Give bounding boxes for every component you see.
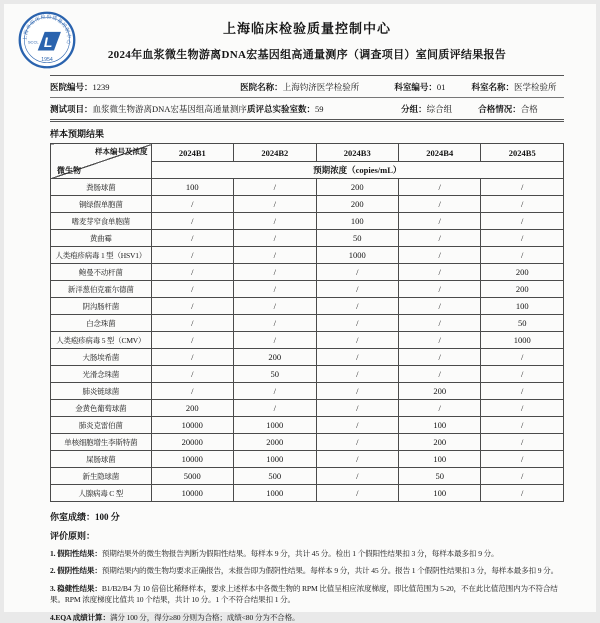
sccl-logo — [18, 11, 76, 69]
info-row — [50, 76, 564, 97]
concentration-cell: / — [151, 230, 233, 247]
organism-name-cell: 大肠埃希菌 — [51, 349, 152, 366]
info-label: 科室编号： — [394, 81, 437, 92]
info-label: 质评总实验室数： — [246, 103, 315, 114]
concentration-cell: 10000 — [151, 417, 233, 434]
report-subtitle: 2024年血浆微生物游离DNA宏基因组高通量测序（调查项目）室间质评结果报告 — [107, 49, 507, 61]
concentration-cell: 200 — [399, 434, 481, 451]
info-section — [50, 75, 564, 122]
concentration-cell: / — [151, 196, 233, 213]
info-value: 血浆微生物游离DNA宏基因组高通量测序 — [92, 103, 247, 114]
concentration-cell: / — [316, 264, 398, 281]
concentration-cell: / — [481, 213, 564, 230]
concentration-cell: / — [151, 264, 233, 281]
table-header — [51, 144, 564, 179]
concentration-cell: / — [151, 298, 233, 315]
concentration-cell: 50 — [316, 230, 398, 247]
info-value: 医学检验所 — [513, 81, 557, 92]
concentration-cell: / — [316, 349, 398, 366]
table-row — [51, 230, 564, 247]
info-value: 上海钧济医学检验所 — [282, 81, 360, 92]
concentration-cell: 50 — [399, 468, 481, 485]
organism-name-cell: 单核细胞增生李斯特菌 — [51, 434, 152, 451]
concentration-cell: / — [234, 400, 316, 417]
info-value: 59 — [314, 103, 324, 114]
concentration-cell: / — [234, 332, 316, 349]
info-value: 1239 — [92, 81, 110, 92]
concentration-cell: 200 — [316, 196, 398, 213]
table-row — [51, 315, 564, 332]
concentration-cell: / — [399, 196, 481, 213]
concentration-cell: / — [316, 485, 398, 502]
concentration-cell: 1000 — [234, 485, 316, 502]
concentration-cell: 20000 — [151, 434, 233, 451]
table-row — [51, 451, 564, 468]
organism-name-cell: 嗜麦芽窄食单胞菌 — [51, 213, 152, 230]
logo-year-text: 1954 — [41, 56, 53, 63]
concentration-cell: / — [399, 247, 481, 264]
concentration-cell: / — [151, 366, 233, 383]
table-row — [51, 468, 564, 485]
concentration-cell: / — [316, 434, 398, 451]
corner-label-sample: 样本编号及浓度 — [95, 147, 148, 156]
principle-text: 满分 100 分，得分≥80 分则为合格；成绩<80 分为不合格。 — [109, 612, 300, 622]
concentration-cell: 2000 — [234, 434, 316, 451]
concentration-cell: / — [481, 366, 564, 383]
table-row — [51, 417, 564, 434]
concentration-cell: 1000 — [316, 247, 398, 264]
concentration-cell: / — [481, 417, 564, 434]
info-label: 医院编号： — [50, 81, 93, 92]
principles-heading: 评价原则： — [50, 531, 96, 541]
principle-lead: 3. 稳健性结果： — [50, 583, 102, 593]
concentration-cell: 100 — [316, 213, 398, 230]
score-value: 100 分 — [95, 512, 120, 522]
concentration-cell: 100 — [399, 485, 481, 502]
concentration-cell: / — [316, 417, 398, 434]
concentration-cell: / — [316, 383, 398, 400]
column-header-sample: 2024B2 — [234, 144, 316, 162]
table-row — [51, 366, 564, 383]
concentration-cell: / — [481, 400, 564, 417]
principle-item — [50, 565, 564, 576]
concentration-cell: / — [151, 383, 233, 400]
concentration-cell: / — [234, 315, 316, 332]
principle-item — [50, 612, 564, 623]
concentration-cell: / — [316, 366, 398, 383]
info-field — [247, 103, 401, 115]
logo-abbr-text: SCCL — [27, 39, 39, 45]
concentration-cell: / — [399, 400, 481, 417]
lab-score-line — [50, 510, 564, 523]
organism-name-cell: 肺炎克雷伯菌 — [51, 417, 152, 434]
table-row — [51, 196, 564, 213]
principle-text: 预期结果外的微生物报告判断为假阳性结果。每样本 9 分，共计 45 分。检出 1 个假阳性结果扣 3 分，每样本最多扣 9 分。 — [101, 549, 499, 558]
info-field — [240, 81, 394, 93]
organism-name-cell: 铜绿假单胞菌 — [51, 196, 152, 213]
concentration-cell: / — [151, 281, 233, 298]
principle-lead: 4.EQA 成绩计算： — [50, 612, 110, 622]
concentration-cell: / — [234, 247, 316, 264]
report-page — [4, 4, 596, 622]
concentration-cell: 200 — [399, 383, 481, 400]
info-field — [478, 103, 571, 115]
info-field — [471, 81, 564, 93]
concentration-cell: / — [399, 179, 481, 196]
logo-letter-mark: L — [43, 33, 53, 50]
concentration-cell: 5000 — [151, 468, 233, 485]
concentration-cell: / — [234, 298, 316, 315]
concentration-cell: / — [151, 332, 233, 349]
concentration-cell: 1000 — [234, 417, 316, 434]
concentration-cell: / — [481, 485, 564, 502]
subheader-expected-concentration: 预期浓度（copies/mL） — [151, 162, 563, 179]
organism-name-cell: 新洋葱伯克霍尔德菌 — [51, 281, 152, 298]
table-row — [51, 434, 564, 451]
concentration-cell: 10000 — [151, 451, 233, 468]
report-title: 上海临床检验质量控制中心 — [222, 21, 391, 36]
column-header-sample: 2024B1 — [151, 144, 233, 162]
concentration-cell: 200 — [234, 349, 316, 366]
organism-name-cell: 人类疱疹病毒 1 型（HSV1） — [51, 247, 152, 264]
organism-name-cell: 光滑念珠菌 — [51, 366, 152, 383]
info-row — [50, 97, 564, 119]
concentration-cell: / — [399, 281, 481, 298]
table-row — [51, 298, 564, 315]
table-row — [51, 247, 564, 264]
concentration-cell: 100 — [399, 451, 481, 468]
concentration-cell: 200 — [316, 179, 398, 196]
concentration-cell: / — [399, 366, 481, 383]
principle-item — [50, 583, 564, 606]
table-row — [51, 349, 564, 366]
principle-text: 预期结果内的微生物均要求正确报告，未报告即为假阴性结果。每样本 9 分，共计 45 分。报告 1 个假阴性结果扣 3 分，每样本最多扣 9 分。 — [101, 566, 559, 576]
info-value: 合格 — [520, 103, 538, 114]
concentration-cell: 50 — [234, 366, 316, 383]
concentration-cell: / — [481, 468, 564, 485]
concentration-cell: 1000 — [481, 332, 564, 349]
concentration-cell: / — [399, 298, 481, 315]
principles-list — [50, 548, 564, 623]
concentration-cell: / — [316, 298, 398, 315]
concentration-cell: / — [234, 383, 316, 400]
organism-name-cell: 鲍曼不动杆菌 — [51, 264, 152, 281]
concentration-cell: 50 — [481, 315, 564, 332]
principle-lead: 2. 假阴性结果： — [50, 566, 102, 576]
concentration-cell: 200 — [481, 281, 564, 298]
organism-name-cell: 白念珠菌 — [51, 315, 152, 332]
column-header-sample: 2024B3 — [316, 144, 398, 162]
column-header-sample: 2024B4 — [399, 144, 481, 162]
concentration-cell: / — [151, 247, 233, 264]
info-field — [394, 81, 471, 93]
principle-item — [50, 548, 564, 559]
organism-name-cell: 人类疱疹病毒 5 型（CMV） — [51, 332, 152, 349]
info-label: 分组： — [401, 103, 427, 114]
table-corner-cell — [51, 144, 152, 179]
organism-name-cell: 黄曲霉 — [51, 230, 152, 247]
concentration-cell: / — [316, 468, 398, 485]
table-row — [51, 332, 564, 349]
concentration-cell: / — [234, 230, 316, 247]
organism-name-cell: 新生隐球菌 — [51, 468, 152, 485]
concentration-cell: / — [399, 213, 481, 230]
concentration-cell: / — [481, 179, 564, 196]
concentration-cell: 100 — [151, 179, 233, 196]
concentration-cell: 200 — [151, 400, 233, 417]
concentration-cell: / — [481, 196, 564, 213]
info-field — [401, 103, 478, 115]
table-row — [51, 485, 564, 502]
concentration-cell: / — [151, 349, 233, 366]
info-value: 01 — [436, 81, 446, 92]
info-label: 测试项目： — [50, 103, 93, 114]
concentration-cell: 100 — [399, 417, 481, 434]
concentration-cell: / — [481, 451, 564, 468]
info-label: 科室名称： — [471, 81, 514, 92]
concentration-cell: 10000 — [151, 485, 233, 502]
table-body — [51, 179, 564, 502]
concentration-cell: / — [316, 332, 398, 349]
concentration-cell: / — [399, 230, 481, 247]
expected-results-table — [50, 143, 564, 502]
organism-name-cell: 阴沟肠杆菌 — [51, 298, 152, 315]
corner-label-microbe: 微生物 — [57, 166, 81, 175]
info-value: 综合组 — [426, 103, 453, 114]
table-row — [51, 383, 564, 400]
table-row — [51, 264, 564, 281]
concentration-cell: / — [234, 179, 316, 196]
info-field — [50, 103, 247, 115]
concentration-cell: / — [316, 281, 398, 298]
score-label: 你室成绩： — [50, 512, 96, 522]
organism-name-cell: 屎肠球菌 — [51, 451, 152, 468]
concentration-cell: / — [234, 281, 316, 298]
table-row — [51, 213, 564, 230]
concentration-cell: / — [481, 383, 564, 400]
table-row — [51, 400, 564, 417]
organism-name-cell: 人腺病毒 C 型 — [51, 485, 152, 502]
concentration-cell: / — [316, 315, 398, 332]
concentration-cell: 100 — [481, 298, 564, 315]
concentration-cell: 200 — [481, 264, 564, 281]
concentration-cell: 500 — [234, 468, 316, 485]
concentration-cell: / — [234, 213, 316, 230]
concentration-cell: / — [234, 264, 316, 281]
concentration-cell: / — [234, 196, 316, 213]
concentration-cell: / — [481, 247, 564, 264]
concentration-cell: / — [316, 400, 398, 417]
concentration-cell: / — [316, 451, 398, 468]
principle-text: B1/B2/B4 为 10 倍倍比稀释样本，要求上述样本中各微生物的 RPM 比值呈相应浓度梯度，即比值范围为 5-20，不在此比值范围内为不符合结果。RPM 浓度梯度比值共 10 个结果，共计 10 分。1 个不符合结果扣 1 分。 — [50, 583, 558, 605]
column-header-sample: 2024B5 — [481, 144, 564, 162]
concentration-cell: / — [481, 230, 564, 247]
organism-name-cell: 金黄色葡萄球菌 — [51, 400, 152, 417]
concentration-cell: / — [399, 315, 481, 332]
concentration-cell: 1000 — [234, 451, 316, 468]
table-row — [51, 179, 564, 196]
organism-name-cell: 肺炎链球菌 — [51, 383, 152, 400]
info-label: 医院名称： — [240, 81, 283, 92]
concentration-cell: / — [399, 332, 481, 349]
concentration-cell: / — [481, 434, 564, 451]
section-title-expected-results: 样本预期结果 — [50, 129, 105, 139]
concentration-cell: / — [399, 349, 481, 366]
concentration-cell: / — [399, 264, 481, 281]
logo-ring-text: 上海市临床检验质量控制中心 — [23, 15, 71, 46]
info-field — [50, 81, 240, 93]
concentration-cell: / — [151, 213, 233, 230]
table-row — [51, 281, 564, 298]
principle-lead: 1. 假阳性结果： — [50, 549, 102, 558]
organism-name-cell: 粪肠球菌 — [51, 179, 152, 196]
info-label: 合格情况： — [478, 103, 521, 114]
concentration-cell: / — [481, 349, 564, 366]
concentration-cell: / — [151, 315, 233, 332]
